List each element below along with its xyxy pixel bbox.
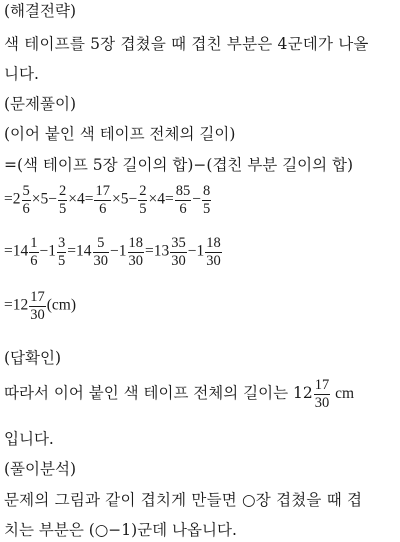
- eq1-term: ×5−: [111, 190, 138, 208]
- eq2-term: −1: [187, 242, 205, 260]
- fraction: $\frac{8}{5}$: [202, 183, 211, 217]
- fraction: $\frac{2}{5}$: [139, 183, 147, 217]
- fraction: $\frac{18}{30}$: [206, 235, 221, 269]
- equation-row-3: [4, 290, 76, 322]
- equation-row-1: [4, 184, 212, 216]
- answer-unit: cm: [331, 385, 355, 402]
- answer-line-2: 입니다.: [4, 430, 54, 448]
- fraction: $\frac{3}{5}$: [58, 235, 66, 269]
- analysis-heading: (풀이분석): [4, 460, 76, 478]
- eq3-unit: (cm): [46, 296, 77, 314]
- fraction: $\frac{35}{30}$: [171, 235, 186, 269]
- fraction: $\frac{1}{6}$: [30, 235, 38, 269]
- eq1-term: ×5−: [31, 190, 57, 208]
- eq1-term: ×4=: [148, 190, 174, 208]
- analysis-line-1: 문제의 그림과 같이 겹치게 만들면 ○장 겹쳤을 때 겹: [4, 491, 363, 509]
- fraction: $\frac{17}{6}$: [95, 183, 110, 217]
- eq2-term: =14: [67, 242, 92, 260]
- fraction: $\frac{2}{5}$: [58, 183, 67, 217]
- problem-line-1: (이어 붙인 색 테이프 전체의 길이): [4, 125, 236, 143]
- answer-line-1: [4, 378, 354, 410]
- fraction: $\frac{18}{30}$: [128, 235, 143, 269]
- problem-heading: (문제풀이): [4, 95, 76, 113]
- eq3-lead: =12: [4, 296, 29, 314]
- answer-text: 따라서 이어 붙인 색 테이프 전체의 길이는 12: [4, 384, 313, 402]
- eq2-lead: =14: [4, 242, 29, 260]
- fraction: $\frac{17}{30}$: [314, 377, 330, 411]
- answer-heading: (답확인): [4, 349, 62, 367]
- strategy-line-1: 색 테이프를 5장 겹쳤을 때 겹친 부분은 4군데가 나올: [4, 35, 369, 53]
- equation-row-2: [4, 236, 223, 268]
- analysis-line-2: 치는 부분은 (○−1)군데 나옵니다.: [4, 521, 237, 539]
- fraction: $\frac{85}{6}$: [175, 183, 191, 217]
- eq2-term: −1: [110, 242, 127, 260]
- problem-line-2: =(색 테이프 5장 길이의 합)−(겹친 부분 길이의 합): [4, 156, 354, 174]
- strategy-line-2: 니다.: [4, 65, 39, 83]
- eq1-lead: =2: [4, 190, 21, 208]
- eq2-term: −1: [39, 242, 56, 260]
- eq1-term: ×4=: [68, 190, 94, 208]
- strategy-heading: (해결전략): [4, 2, 76, 20]
- fraction: $\frac{17}{30}$: [30, 289, 45, 323]
- eq1-term: −: [192, 190, 201, 208]
- fraction: $\frac{5}{6}$: [22, 183, 30, 217]
- fraction: $\frac{5}{30}$: [93, 235, 108, 269]
- eq2-term: =13: [145, 242, 170, 260]
